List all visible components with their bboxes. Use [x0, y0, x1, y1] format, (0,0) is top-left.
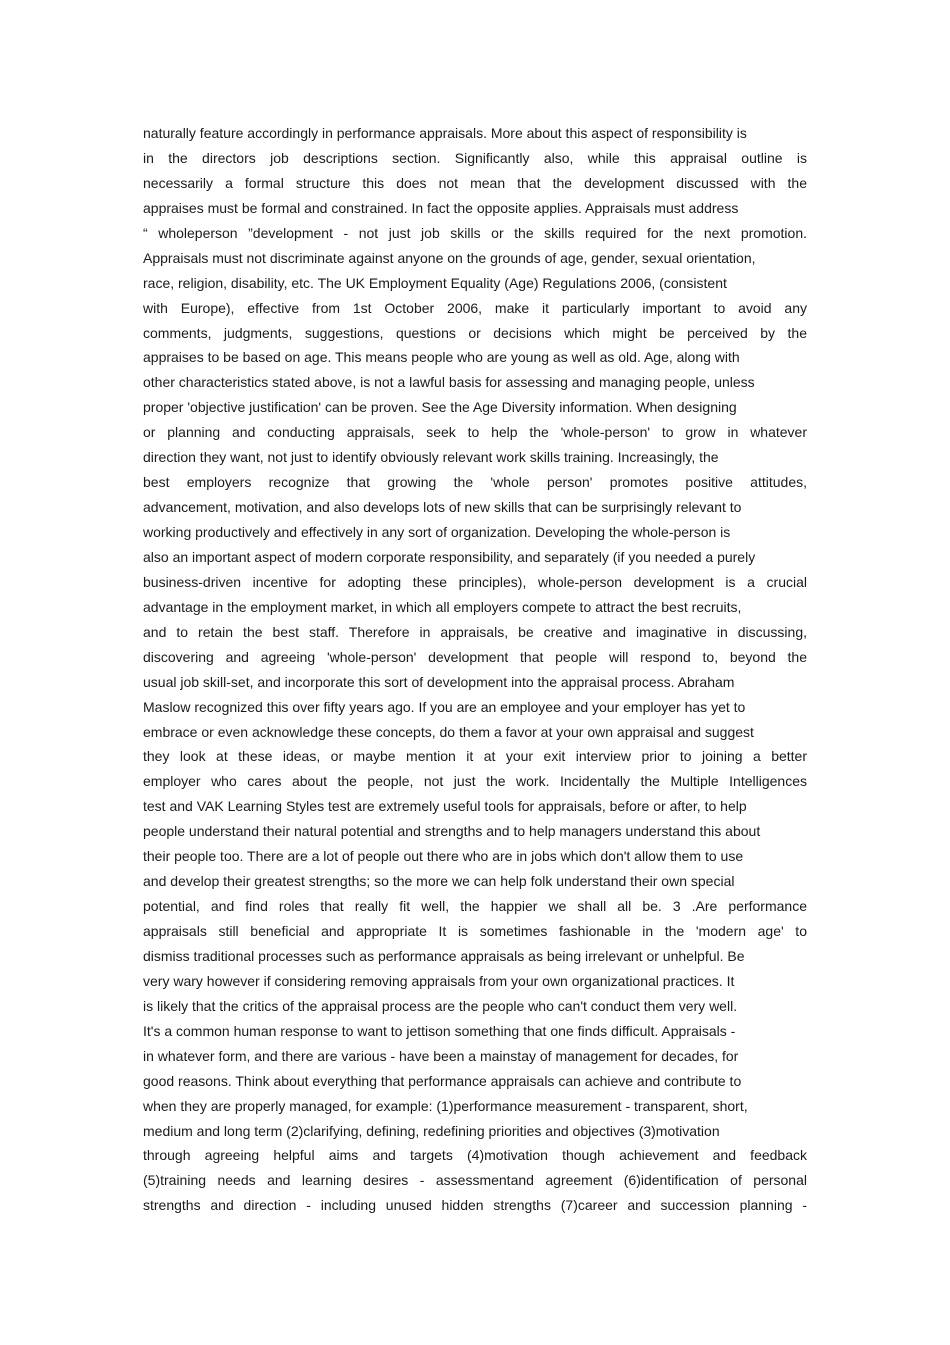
text-line: in whatever form, and there are various - have been a mainstay of management for decades, for: [143, 1047, 739, 1064]
text-line: appraises must be formal and constrained. In fact the opposite applies. Appraisals must address: [143, 199, 739, 216]
text-line: advantage in the employment market, in which all employers compete to attract the best recruits,: [143, 598, 742, 615]
text-line: appraisals still beneficial and appropriate It is sometimes fashionable in the 'modern age' to: [143, 923, 807, 939]
text-line: “ wholeperson ”development - not just job skills or the skills required for the next promotion.: [143, 224, 807, 241]
text-line: Maslow recognized this over fifty years ago. If you are an employee and your employer has yet to: [143, 698, 746, 715]
text-line: with Europe), effective from 1st October 2006, make it particularly important to avoid any: [143, 299, 807, 316]
text-line: potential, and find roles that really fit well, the happier we shall all be. 3 .Are performance: [143, 898, 807, 915]
text-line: medium and long term (2)clarifying, defining, redefining priorities and objectives (3)motivation: [143, 1122, 720, 1139]
text-line: appraises to be based on age. This means people who are young as well as old. Age, along with: [143, 349, 740, 366]
text-line: test and VAK Learning Styles test are extremely useful tools for appraisals, before or after, to help: [143, 798, 747, 815]
text-line: through agreeing helpful aims and targets (4)motivation though achievement and feedback: [143, 1147, 807, 1164]
text-line: race, religion, disability, etc. The UK Employment Equality (Age) Regulations 2006, (consistent: [143, 274, 727, 291]
text-line: very wary however if considering removing appraisals from your own organizational practices. It: [143, 972, 735, 989]
text-line: and develop their greatest strengths; so the more we can help folk understand their own special: [143, 873, 735, 890]
text-line: business-driven incentive for adopting these principles), whole-person development is a crucial: [143, 573, 807, 590]
text-line: comments, judgments, suggestions, questions or decisions which might be perceived by the: [143, 324, 807, 341]
text-line: direction they want, not just to identify obviously relevant work skills training. Increasingly, the: [143, 449, 719, 466]
text-line: employer who cares about the people, not just the work. Incidentally the Multiple Intelligences: [143, 773, 807, 790]
text-line: their people too. There are a lot of people out there who are in jobs which don't allow them to use: [143, 848, 744, 865]
text-line: also an important aspect of modern corporate responsibility, and separately (if you needed a purely: [143, 548, 756, 565]
text-line: usual job skill-set, and incorporate this sort of development into the appraisal process. Abraham: [143, 673, 735, 690]
text-line: It's a common human response to want to jettison something that one finds difficult. Appraisals -: [143, 1022, 736, 1039]
text-line: strengths and direction - including unused hidden strengths (7)career and succession planning -: [143, 1197, 807, 1214]
text-line: and to retain the best staff. Therefore in appraisals, be creative and imaginative in discussing,: [143, 623, 807, 640]
text-line: good reasons. Think about everything that performance appraisals can achieve and contribute to: [143, 1072, 742, 1089]
text-line: discovering and agreeing 'whole-person' development that people will respond to, beyond the: [143, 648, 807, 665]
text-line: working productively and effectively in any sort of organization. Developing the whole-person is: [143, 524, 731, 540]
text-line: embrace or even acknowledge these concepts, do them a favor at your own appraisal and suggest: [143, 723, 754, 740]
text-line: in the directors job descriptions section. Significantly also, while this appraisal outline is: [143, 149, 807, 166]
text-line: dismiss traditional processes such as performance appraisals as being irrelevant or unhelpful. Be: [143, 947, 745, 964]
text-line: is likely that the critics of the appraisal process are the people who can't conduct them very well.: [143, 997, 738, 1014]
text-line: proper 'objective justification' can be proven. See the Age Diversity information. When designing: [143, 399, 737, 416]
text-line: best employers recognize that growing the 'whole person' promotes positive attitudes,: [143, 474, 807, 491]
text-line: (5)training needs and learning desires - assessmentand agreement (6)identification of personal: [143, 1172, 807, 1189]
text-line: advancement, motivation, and also develops lots of new skills that can be surprisingly relevant to: [143, 499, 742, 516]
text-line: they look at these ideas, or maybe mention it at your exit interview prior to joining a better: [143, 748, 807, 765]
text-line: necessarily a formal structure this does not mean that the development discussed with the: [143, 174, 807, 191]
text-line: or planning and conducting appraisals, seek to help the 'whole-person' to grow in whatever: [143, 424, 807, 441]
text-line: Appraisals must not discriminate against anyone on the grounds of age, gender, sexual orientation,: [143, 249, 756, 266]
body-text: [143, 121, 807, 1218]
text-line: when they are properly managed, for example: (1)performance measurement - transparent, short,: [143, 1097, 748, 1114]
text-line: people understand their natural potential and strengths and to help managers understand this about: [143, 823, 761, 840]
text-line: other characteristics stated above, is not a lawful basis for assessing and managing people, unless: [143, 374, 755, 391]
text-line: naturally feature accordingly in performance appraisals. More about this aspect of responsibility is: [143, 125, 747, 141]
